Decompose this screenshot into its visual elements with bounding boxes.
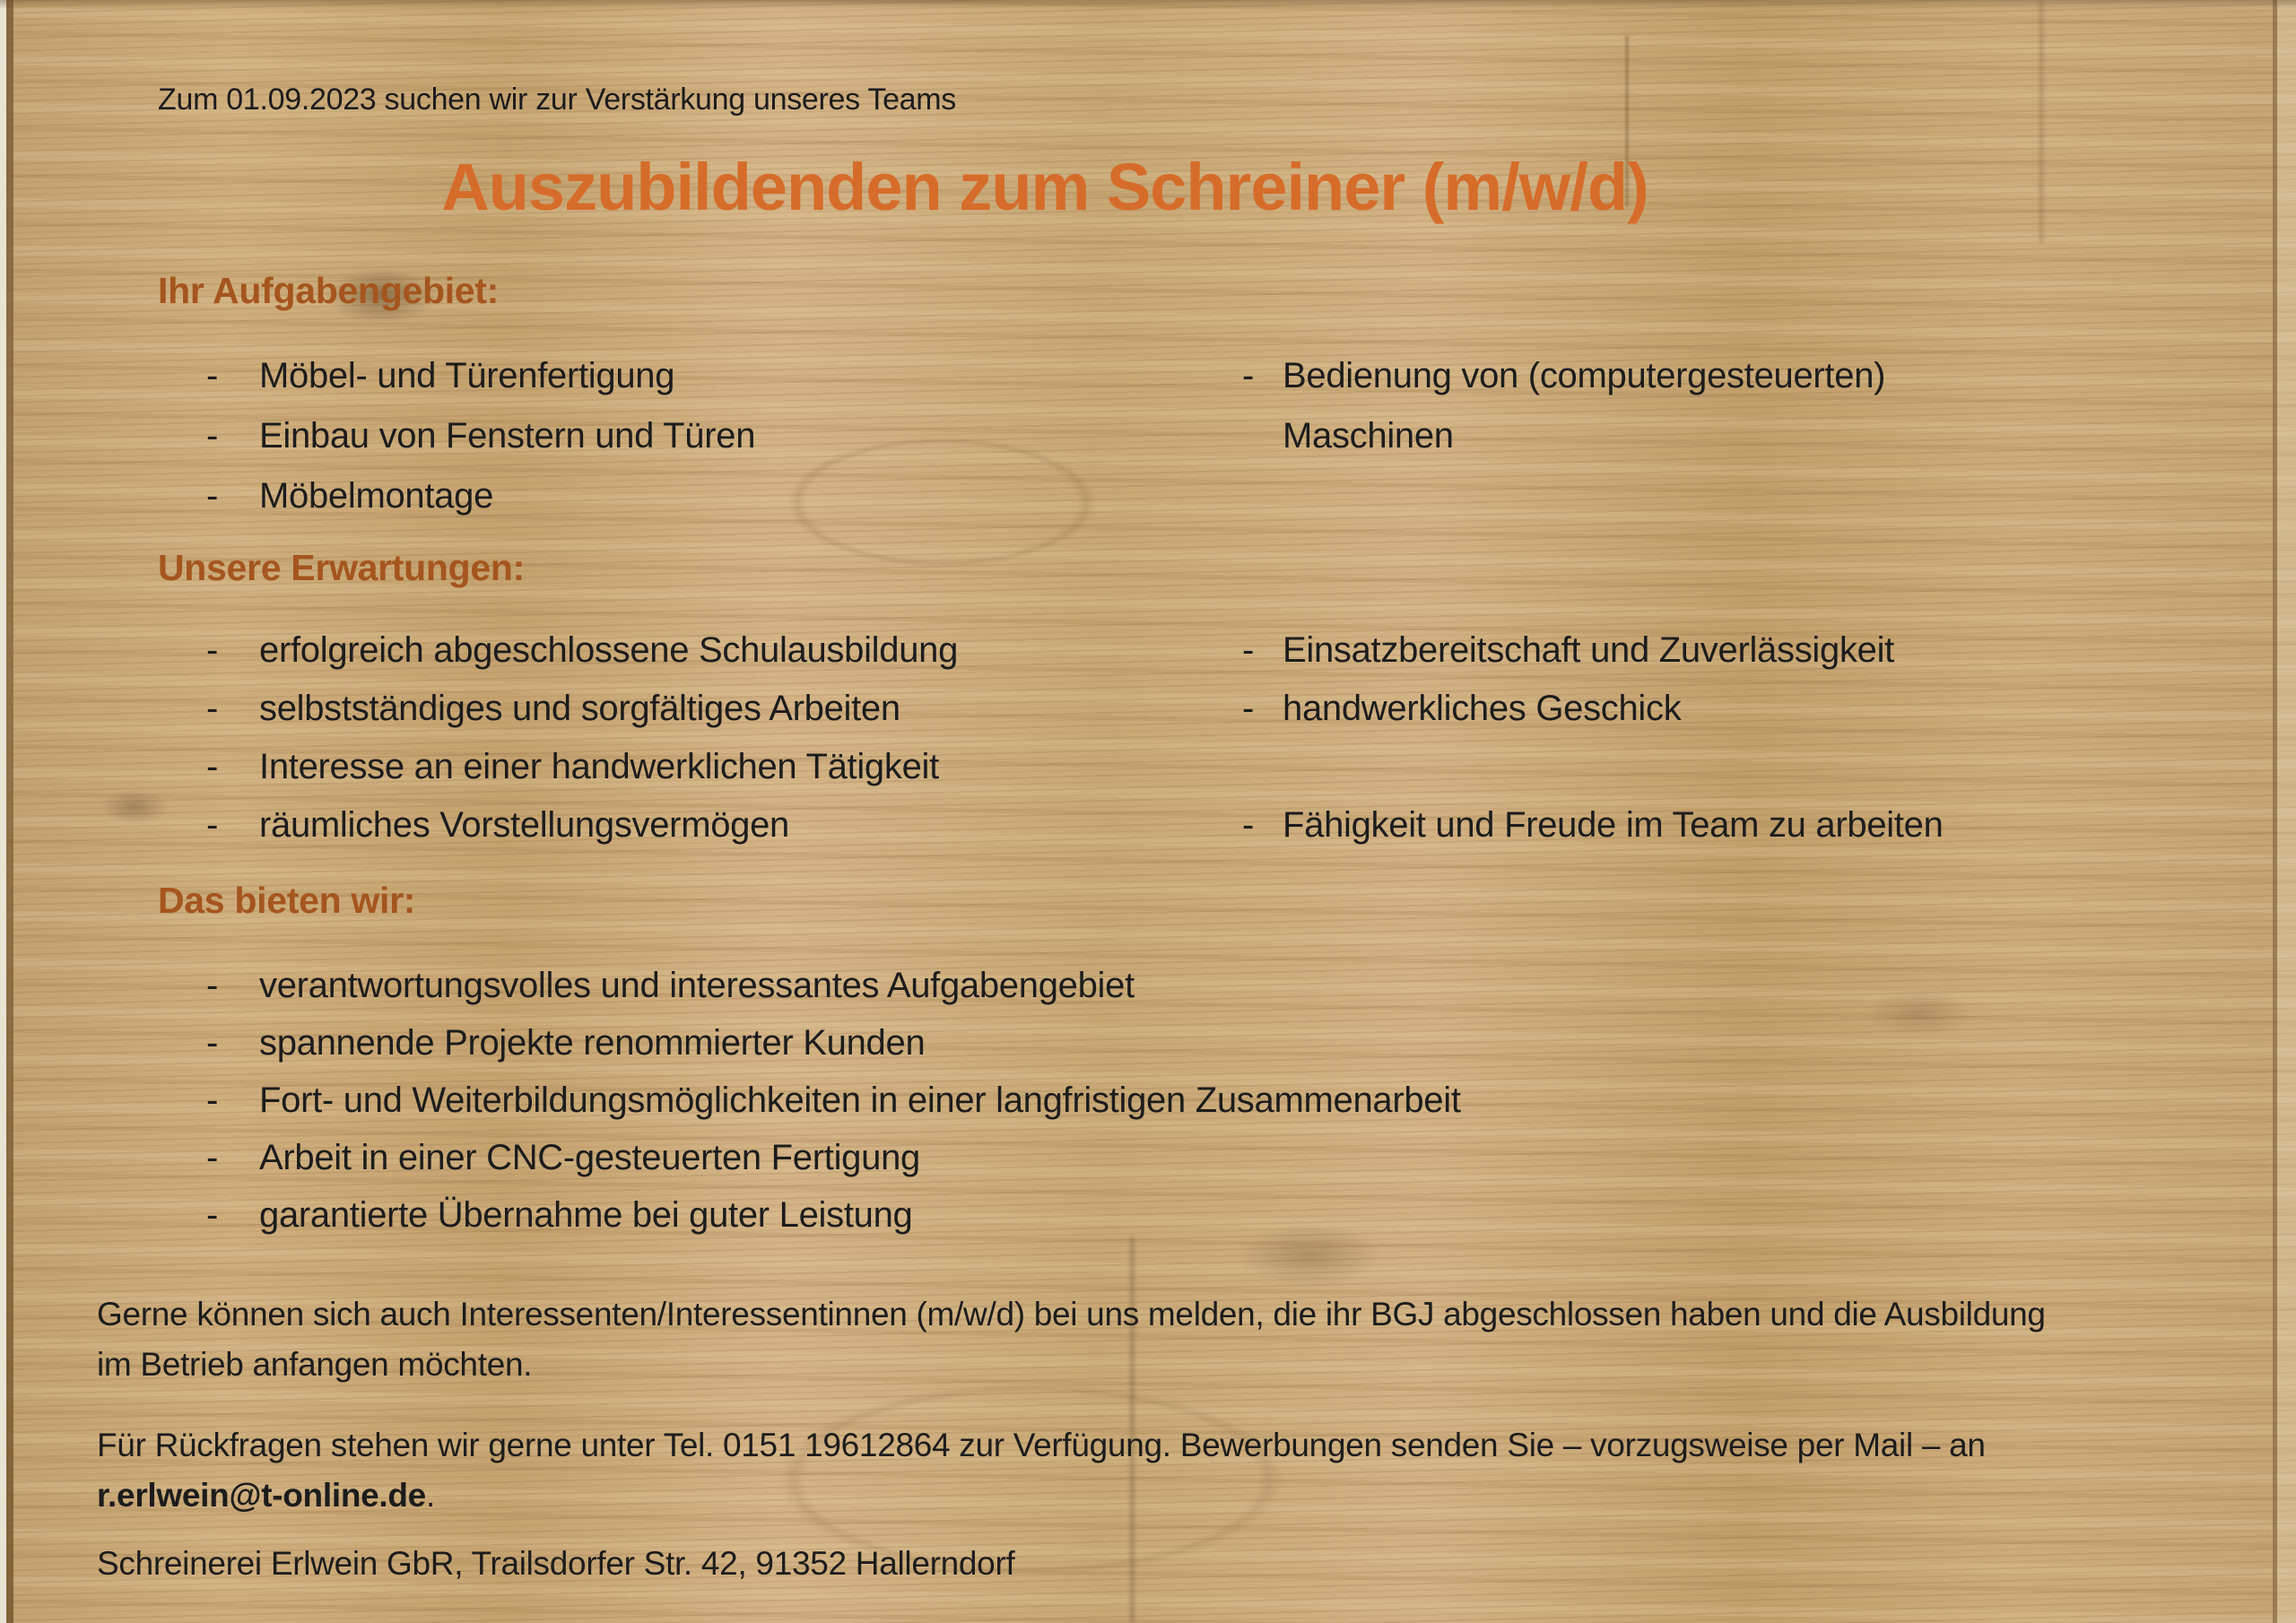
list-row <box>0 355 2296 415</box>
expectation-item: selbstständiges und sorgfältiges Arbeiten <box>259 689 900 728</box>
task-item: Möbelmontage <box>259 476 494 516</box>
bullet-dash: - <box>1242 689 1255 728</box>
offer-item: verantwortungsvolles und interessantes Aufgabengebiet <box>259 966 1135 1005</box>
offer-item: Arbeit in einer CNC-gesteuerten Fertigung <box>259 1138 920 1177</box>
expectation-item: erfolgreich abgeschlossene Schulausbildung <box>259 630 959 670</box>
company-address-line: Schreinerei Erlwein GbR, Trailsdorfer Str. 42, 91352 Hallerndorf <box>97 1545 1015 1582</box>
wood-edge-top <box>0 0 2296 9</box>
section-heading-expectations: Unsere Erwartungen: <box>158 547 525 588</box>
task-item: Bedienung von (computergesteuerten) <box>1283 356 1886 395</box>
contact-text: Für Rückfragen stehen wir gerne unter Tel. 0151 19612864 zur Verfügung. Bewerbungen senden Sie – vorzugsweise per Mail – an <box>97 1427 1986 1463</box>
bullet-dash: - <box>206 805 219 845</box>
bullet-dash: - <box>206 1023 219 1063</box>
expectation-item: Fähigkeit und Freude im Team zu arbeiten <box>1283 805 1944 845</box>
bullet-dash: - <box>206 966 219 1005</box>
task-item: Möbel- und Türenfertigung <box>259 356 675 395</box>
bullet-dash: - <box>206 689 219 728</box>
expectation-item: handwerkliches Geschick <box>1283 689 1682 728</box>
bullet-dash: - <box>206 1195 219 1235</box>
bullet-dash: - <box>206 416 219 456</box>
list-row <box>0 688 2296 746</box>
bgj-paragraph: Gerne können sich auch Interessenten/Interessentinnen (m/w/d) bei uns melden, die ihr BGJ abgeschlossen haben und die Ausbildung im Betrieb anfangen möchten. <box>97 1296 2046 1383</box>
list-row <box>0 1080 2296 1137</box>
list-row <box>0 1022 2296 1080</box>
list-row <box>0 804 2296 863</box>
expectation-item: Einsatzbereitschaft und Zuverlässigkeit <box>1283 630 1894 670</box>
list-row <box>0 415 2296 475</box>
bullet-dash: - <box>206 356 219 395</box>
list-row <box>0 1194 2296 1252</box>
bullet-dash: - <box>1242 356 1255 395</box>
bullet-dash: - <box>206 630 219 670</box>
section-heading-tasks: Ihr Aufgabengebiet: <box>158 270 499 311</box>
job-title: Auszubildenden zum Schreiner (m/w/d) <box>441 150 1648 224</box>
bullet-dash: - <box>206 1138 219 1177</box>
contact-period: . <box>425 1477 435 1514</box>
expectation-item: räumliches Vorstellungsvermögen <box>259 805 789 845</box>
list-row <box>0 746 2296 804</box>
offer-item: garantierte Übernahme bei guter Leistung <box>259 1195 913 1235</box>
list-row <box>0 1137 2296 1194</box>
bullet-dash: - <box>1242 630 1255 670</box>
list-row <box>0 629 2296 688</box>
offers-list <box>0 965 2296 1252</box>
tasks-list <box>0 355 2296 535</box>
expectation-item: Interesse an einer handwerklichen Tätigkeit <box>259 747 939 786</box>
intro-line: Zum 01.09.2023 suchen wir zur Verstärkung unseres Teams <box>158 82 957 117</box>
task-item: Einbau von Fenstern und Türen <box>259 416 756 456</box>
bullet-dash: - <box>206 476 219 516</box>
offer-item: spannende Projekte renommierter Kunden <box>259 1023 926 1063</box>
bullet-dash: - <box>206 1081 219 1120</box>
expectations-list <box>0 629 2296 863</box>
task-item-continuation: Maschinen <box>1283 416 1454 456</box>
offer-item: Fort- und Weiterbildungsmöglichkeiten in einer langfristigen Zusammenarbeit <box>259 1081 1461 1120</box>
contact-email: r.erlwein@t-online.de <box>97 1477 426 1514</box>
list-row <box>0 475 2296 535</box>
section-heading-offers: Das bieten wir: <box>158 880 416 921</box>
bullet-dash: - <box>206 747 219 786</box>
list-row <box>0 965 2296 1022</box>
contact-paragraph <box>97 1420 2178 1521</box>
bullet-dash: - <box>1242 805 1255 845</box>
